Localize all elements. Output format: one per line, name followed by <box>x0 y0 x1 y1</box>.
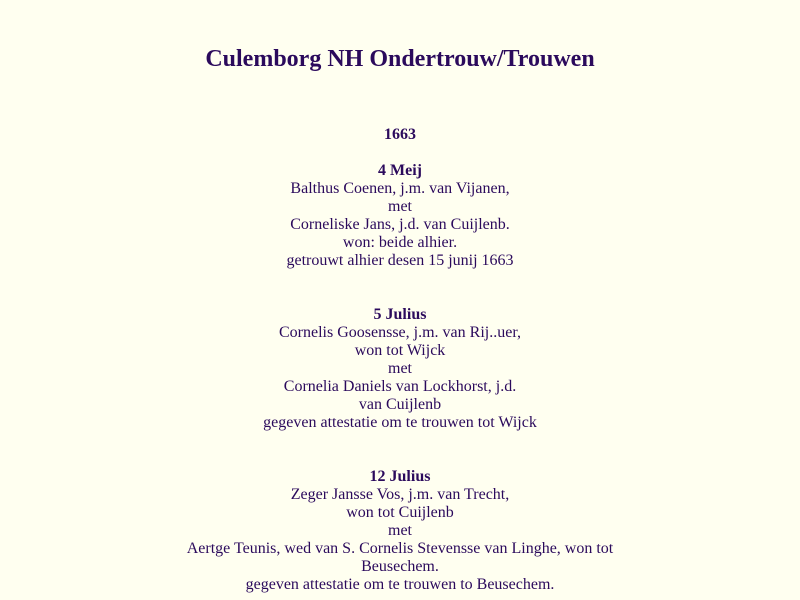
entry-line: Corneliske Jans, j.d. van Cuijlenb. <box>290 216 510 233</box>
entry-line: Zeger Jansse Vos, j.m. van Trecht, <box>290 486 510 503</box>
entry <box>0 162 800 270</box>
entry-line: van Cuijlenb <box>358 396 442 413</box>
entry-line: won tot Cuijlenb <box>346 504 454 521</box>
entry-line: won tot Wijck <box>354 342 446 359</box>
entry-line: getrouwt alhier desen 15 junij 1663 <box>286 252 514 269</box>
year-heading: 1663 <box>384 126 416 143</box>
entry-line: Cornelis Goosensse, j.m. van Rij..uer, <box>279 324 521 341</box>
entry <box>0 306 800 432</box>
entry-line: Cornelia Daniels van Lockhorst, j.d. <box>283 378 517 395</box>
entry-line: met <box>388 360 412 377</box>
entry-date: 12 Julius <box>369 468 431 485</box>
entry-line: Balthus Coenen, j.m. van Vijanen, <box>290 180 510 197</box>
entry-line: Aertge Teunis, wed van S. Cornelis Stevensse van Linghe, won tot Beusechem. <box>186 540 614 575</box>
entries-list <box>0 162 800 594</box>
entry-line: met <box>388 522 412 539</box>
entry-date: 5 Julius <box>373 306 427 323</box>
entry-line: met <box>388 198 412 215</box>
page-title: Culemborg NH Ondertrouw/Trouwen <box>205 46 595 72</box>
entry-line: gegeven attestatie om te trouwen to Beusechem. <box>245 576 555 593</box>
entry-date: 4 Meij <box>378 162 422 179</box>
entry-line: won: beide alhier. <box>342 234 458 251</box>
entry-line: gegeven attestatie om te trouwen tot Wijck <box>263 414 537 431</box>
entry <box>0 468 800 594</box>
